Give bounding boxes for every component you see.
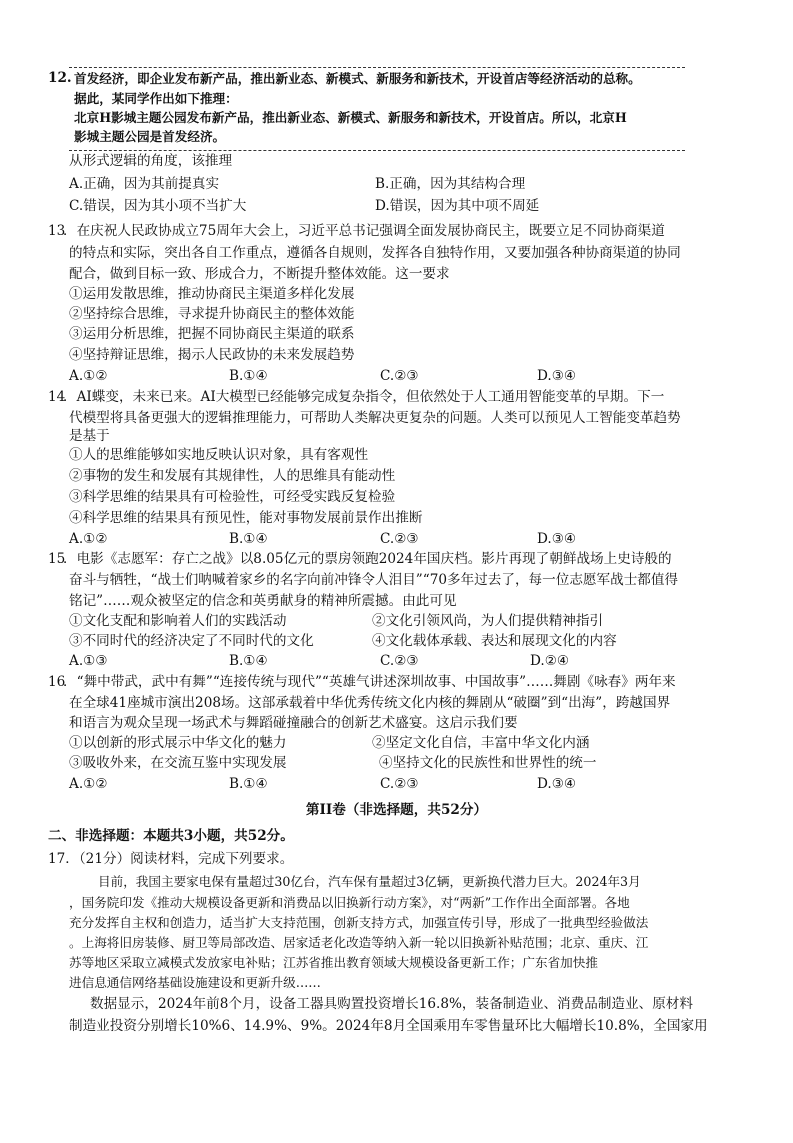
q13-option-a[interactable]: A.①②: [69, 368, 108, 384]
q15-option-d[interactable]: D.②④: [530, 653, 570, 669]
part2-header: 第II卷（非选择题，共52分）: [305, 802, 488, 818]
material-1-line-4: 。上海将旧房装修、厨卫等局部改造、居家适老化改造等纳入新一轮以旧换新补贴范围；北京、重庆、江: [69, 935, 649, 950]
q14-line-2: 代模型将具备更强大的逻辑推理能力，可帮助人类解决更复杂的问题。人类可以预见人工智能变革趋势: [69, 410, 681, 426]
q12-option-b[interactable]: B.正确，因为其结构合理: [375, 176, 526, 192]
q15-option-c[interactable]: C.②③: [380, 653, 419, 669]
q16-item-2: ②坚定文化自信，丰富中华文化内涵: [372, 735, 590, 751]
q13-option-c[interactable]: C.②③: [380, 368, 419, 384]
q14-item-2: ②事物的发生和发展有其规律性，人的思维具有能动性: [69, 468, 396, 484]
q12-box-line-4: 影城主题公园是首发经济。: [74, 129, 226, 144]
q14-line-1: ．AI蝶变，未来已来。AI大模型已经能够完成复杂指令，但依然处于人工通用智能变革的早期。下一: [63, 389, 665, 405]
q13-item-3: ③运用分析思维，把握不同协商民主渠道的联系: [69, 326, 355, 342]
q13-option-b[interactable]: B.①④: [229, 368, 268, 384]
q12-option-c[interactable]: C.错误，因为其小项不当扩大: [69, 198, 247, 214]
q16-line-1: ．“舞中带武，武中有舞”“连接传统与现代”“英雄气讲述深圳故事、中国故事”……舞剧《咏春》两年来: [63, 674, 676, 690]
q15-line-3: 铭记”……观众被坚定的信念和英勇献身的精神所震撼。由此可见: [69, 593, 457, 609]
q16-number: 16: [48, 674, 66, 690]
q13-item-1: ①运用发散思维，推动协商民主渠道多样化发展: [69, 286, 355, 302]
material-1-line-1: 目前，我国主要家电保有量超过30亿台，汽车保有量超过3亿辆，更新换代潜力巨大。2024年3月: [98, 874, 641, 889]
q16-option-b[interactable]: B.①④: [229, 776, 268, 792]
q14-line-3: 是基于: [69, 428, 110, 444]
material-1-line-2: ，国务院印发《推动大规模设备更新和消费品以旧换新行动方案》，对“两新”工作作出全面部署。各地: [69, 895, 630, 910]
q12-option-d[interactable]: D.错误，因为其中项不周延: [375, 198, 540, 214]
q16-item-1: ①以创新的形式展示中华文化的魅力: [69, 735, 287, 751]
material-1-line-6: 进信息通信网络基础设施建设和更新升级……: [69, 975, 321, 990]
q15-option-a[interactable]: A.①③: [69, 653, 108, 669]
q15-number: 15: [48, 551, 66, 567]
material-1-line-3: 充分发挥自主权和创造力，适当扩大支持范围，创新支持方式，加强宣传引导，形成了一批典型经验做法: [69, 915, 649, 930]
q16-option-d[interactable]: D.③④: [537, 776, 577, 792]
q16-option-a[interactable]: A.①②: [69, 776, 108, 792]
q12-stem: 从形式逻辑的角度，该推理: [69, 153, 233, 169]
q12-box-line-2: 据此，某同学作出如下推理：: [74, 91, 238, 106]
q16-line-3: 和语言为观众呈现一场武术与舞蹈碰撞融合的创新艺术盛宴。这启示我们要: [69, 715, 518, 731]
q13-option-d[interactable]: D.③④: [537, 368, 577, 384]
q14-option-a[interactable]: A.①②: [69, 531, 108, 547]
material-1-line-5: 苏等地区采取立减模式发放家电补贴；江苏省推出教育领域大规模设备更新工作；广东省加快推: [69, 955, 598, 970]
q15-item-4: ④文化载体承载、表达和展现文化的内容: [372, 633, 617, 649]
q14-option-c[interactable]: C.②③: [380, 531, 419, 547]
q14-option-b[interactable]: B.①④: [229, 531, 268, 547]
q12-box-line-3: 北京H影城主题公园发布新产品，推出新业态、新模式、新服务和新技术，开设首店。所以，北京H: [74, 110, 627, 125]
q17-stem: 17．（21分）阅读材料，完成下列要求。: [48, 851, 294, 867]
material-2-line-1: 数据显示，2024年前8个月，设备工器具购置投资增长16.8%，装备制造业、消费品制造业、原材料: [90, 996, 693, 1012]
q15-line-1: ．电影《志愿军：存亡之战》以8.05亿元的票房领跑2024年国庆档。影片再现了朝鲜战场上史诗般的: [63, 551, 672, 567]
material-2-line-2: 制造业投资分别增长10%6、14.9%、9%。2024年8月全国乘用车零售量环比大幅增长10.8%，全国家用: [69, 1018, 708, 1034]
q15-item-2: ②文化引领风尚，为人们提供精神指引: [372, 613, 604, 629]
q14-option-d[interactable]: D.③④: [537, 531, 577, 547]
q16-item-4: ④坚持文化的民族性和世界性的统一: [379, 755, 597, 771]
q15-option-b[interactable]: B.①④: [229, 653, 268, 669]
q14-item-1: ①人的思维能够如实地反映认识对象，具有客观性: [69, 447, 369, 463]
q12-box-line-1: 首发经济，即企业发布新产品，推出新业态、新模式、新服务和新技术，开设首店等经济活动的总称。: [74, 71, 641, 86]
q16-item-3: ③吸收外来，在交流互鉴中实现发展: [69, 755, 287, 771]
part2-section-title: 二、非选择题：本题共3小题，共52分。: [48, 828, 294, 844]
q12-number: 12.: [48, 70, 72, 86]
q12-option-a[interactable]: A.正确，因为其前提真实: [69, 176, 220, 192]
q13-line-3: 配合，做到目标一致、形成合力，不断提升整体效能。这一要求: [69, 266, 450, 282]
q14-number: 14: [48, 389, 66, 405]
q13-item-2: ②坚持综合思维，寻求提升协商民主的整体效能: [69, 306, 355, 322]
q14-item-4: ④科学思维的结果具有预见性，能对事物发展前景作出推断: [69, 510, 423, 526]
q15-item-3: ③不同时代的经济决定了不同时代的文化: [69, 633, 314, 649]
q14-item-3: ③科学思维的结果具有可检验性，可经受实践反复检验: [69, 489, 396, 505]
q15-line-2: 奋斗与牺牲，“战士们呐喊着家乡的名字向前冲锋令人泪目”“70多年过去了，每一位志愿军战士都值得: [69, 572, 679, 588]
q13-line-1: ．在庆祝人民政协成立75周年大会上，习近平总书记强调全面发展协商民主，既要立足不同协商渠道: [63, 223, 665, 239]
q15-item-1: ①文化支配和影响着人们的实践活动: [69, 613, 287, 629]
q16-option-c[interactable]: C.②③: [380, 776, 419, 792]
q13-number: 13: [48, 223, 66, 239]
q16-line-2: 在全球41座城市演出208场。这部承载着中华优秀传统文化内核的舞剧从“破圈”到“出海”，跨越国界: [69, 695, 671, 711]
q13-line-2: 的特点和实际，突出各自工作重点，遵循各自规则，发挥各自独特作用，又要加强各种协商渠道的协同: [69, 245, 681, 261]
q13-item-4: ④坚持辩证思维，揭示人民政协的未来发展趋势: [69, 347, 355, 363]
